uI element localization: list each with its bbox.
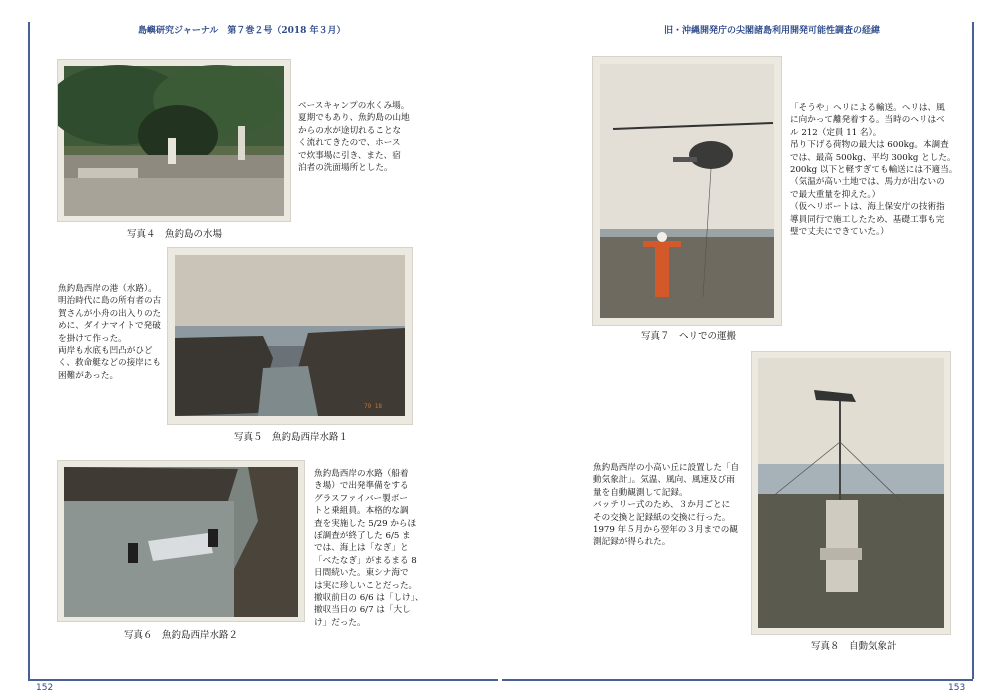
photo-8-weather-station bbox=[752, 352, 950, 634]
photo-7-helicopter-transport bbox=[593, 57, 781, 325]
right-page-number: 153 bbox=[948, 683, 966, 693]
text-photo-4: ベースキャンプの水くみ場。 夏期でもあり、魚釣島の山地 からの水が途切れることな く流れてきたので、ホース で炊事場に引き、また、宿 泊者の洗面場所とした。 bbox=[298, 101, 410, 174]
photo-5-date-stamp: 79 18 bbox=[363, 403, 382, 410]
caption-photo-8: 写真８ 自動気象計 bbox=[811, 641, 897, 652]
photo-4-water-site bbox=[58, 60, 290, 221]
right-margin-rule bbox=[972, 22, 974, 679]
left-margin-rule bbox=[28, 22, 30, 679]
right-running-header: 旧・沖縄開発庁の尖閣諸島利用開発可能性調査の経緯 bbox=[664, 26, 881, 36]
caption-photo-4: 写真４ 魚釣島の水場 bbox=[127, 229, 223, 240]
right-bottom-rule bbox=[502, 679, 973, 681]
photo-6-west-channel-2 bbox=[58, 461, 304, 621]
text-photo-8: 魚釣島西岸の小高い丘に設置した「自 動気象計」。気温、風向、風速及び雨 量を自動観測して記録。 バッテリー式のため、３か月ごとに その交換と記録紙の交換に行った。 1979 年５月から翌年の３月までの観 測記録が得られた。 bbox=[593, 463, 740, 548]
caption-photo-5: 写真５ 魚釣島西岸水路１ bbox=[234, 432, 349, 443]
left-running-header: 島嶼研究ジャーナル 第７巻２号（2018 年３月） bbox=[138, 26, 346, 36]
text-photo-5: 魚釣島西岸の港（水路）。 明治時代に島の所有者の古 賀さんが小舟の出入りのた めに、ダイナマイトで発破 を掛けて作った。 両岸も水底も凹凸がひど く、救命艇などの接岸にも 困難があった。 bbox=[58, 284, 162, 381]
photo-5-west-channel-1 bbox=[168, 248, 412, 424]
caption-photo-6: 写真６ 魚釣島西岸水路２ bbox=[124, 630, 239, 641]
left-bottom-rule bbox=[28, 679, 498, 681]
text-photo-6: 魚釣島西岸の水路（船着 き場）で出発準備をする グラスファイバー製ボー トと乗組員。本格的な調 査を実施した 5/29 からほ ぼ調査が終了した 6/5 ま では、海上は「なぎ」と 「べたなぎ」がまるまる 8 日間続いた。東シナ海で は実に珍しいことだった。 撤収前日の 6/6 は「しけ」、 撤収当日の 6/7 は「大し け」だった。 bbox=[314, 469, 424, 628]
caption-photo-7: 写真７ ヘリでの運搬 bbox=[641, 331, 737, 342]
text-photo-7: 「そうや」ヘリによる輸送。ヘリは、風 に向かって離発着する。当時のヘリはベ ル 212（定員 11 名）。 吊り下げる荷物の最大は 600kg。本調査 では、最高 500kg、平均 300kg とした。 200kg 以下と軽すぎても輸送には不適当。 （気温が高い土地では、馬力が出ないの で最大重量を抑えた。） （仮ヘリポートは、海上保安庁の技術指 導員同行で施工したため、基礎工事も完 璧で丈夫にできていた。） bbox=[790, 103, 958, 238]
left-page-number: 152 bbox=[36, 683, 54, 693]
